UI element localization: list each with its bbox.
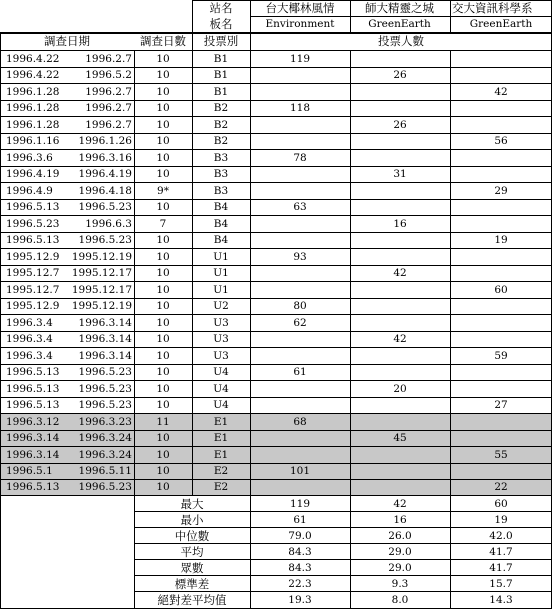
days-cell: 10 [156,118,170,131]
vote-type-cell: B3 [213,184,229,197]
start-date-cell: 1996.5.13 [6,366,60,379]
h-gridline [0,248,552,249]
survey-days-header: 調查日數 [140,34,186,48]
vote-type-cell: U3 [213,349,229,362]
count-cell-site-2 [350,315,450,331]
stat-label: 最小 [180,512,204,527]
count-cell-site-2 [350,479,450,495]
end-date-cell: 1996.5.23 [78,366,132,379]
count-cell-site-1: 78 [293,151,307,164]
count-cell-site-1 [250,216,350,232]
count-cell-site-3 [450,249,552,265]
station-label: 站名 [209,1,233,15]
v-gridline [350,51,351,608]
count-cell-site-3: 59 [494,349,508,362]
h-gridline [134,575,552,576]
vote-type-cell: U1 [213,250,229,263]
stat-value-site-2: 29.0 [388,561,412,574]
start-date-cell: 1996.3.4 [6,333,53,346]
count-cell-site-2 [350,348,450,364]
days-cell: 10 [156,53,170,65]
board-name-2: GreenEarth [368,18,431,30]
count-cell-site-1 [250,430,350,446]
vote-type-cell: E2 [213,465,229,477]
h-gridline [134,591,552,592]
count-cell-site-3 [450,150,552,166]
board-name-3: GreenEarth [469,18,533,30]
days-cell: 10 [156,250,170,263]
vote-type-cell: B4 [213,217,229,230]
days-cell: 10 [156,448,170,461]
vote-type-cell: B4 [213,201,229,214]
h-gridline [0,215,552,216]
stat-value-site-1: 84.3 [288,545,312,558]
h-gridline [0,413,552,414]
end-date-cell: 1995.12.19 [71,250,132,263]
count-cell-site-2: 42 [393,333,407,346]
start-date-cell: 1996.4.22 [6,53,60,65]
count-cell-site-1 [250,84,350,100]
vote-type-header: 投票別 [203,34,239,48]
count-cell-site-1 [250,133,350,149]
count-cell-site-1 [250,282,350,298]
days-cell: 10 [156,349,170,362]
start-date-cell: 1996.3.14 [6,432,60,445]
count-cell-site-1: 62 [293,316,307,329]
stat-label: 絕對差平均值 [157,592,227,607]
start-date-cell: 1995.12.7 [6,267,60,280]
stat-value-site-1: 79.0 [288,529,312,542]
vote-type-cell: E1 [213,415,229,428]
stat-label: 平均 [180,544,204,559]
stat-value-site-2: 42 [393,497,407,510]
h-gridline [0,50,552,51]
count-cell-site-3 [450,298,552,314]
start-date-cell: 1996.5.13 [6,201,60,214]
end-date-cell: 1996.4.19 [78,168,132,181]
start-date-cell: 1996.3.14 [6,448,60,461]
vote-type-cell: E1 [213,448,229,461]
count-cell-site-2 [350,232,450,248]
count-cell-site-2 [350,397,450,413]
v-gridline [192,0,193,496]
start-date-cell: 1995.12.7 [6,283,60,296]
days-cell: 10 [156,366,170,379]
count-cell-site-2: 16 [393,217,407,230]
h-gridline [0,232,552,233]
end-date-cell: 1996.3.24 [78,448,132,461]
count-cell-site-3: 27 [494,399,508,412]
start-date-cell: 1996.1.28 [6,118,60,131]
days-cell: 7 [159,217,167,230]
end-date-cell: 1996.2.7 [85,118,132,131]
days-cell: 10 [156,267,170,280]
count-cell-site-2: 26 [393,118,407,131]
days-cell: 10 [156,102,170,115]
stat-value-site-1: 19.3 [288,593,312,606]
v-gridline [134,51,135,608]
end-date-cell: 1996.5.23 [78,399,132,412]
stat-label: 中位數 [174,528,210,543]
voter-count-header: 投票人數 [378,34,424,48]
days-cell: 10 [156,168,170,181]
count-cell-site-3: 22 [494,481,508,494]
count-cell-site-1 [250,183,350,199]
end-date-cell: 1996.3.16 [78,151,132,164]
count-cell-site-1 [250,447,350,463]
h-gridline [0,67,552,68]
h-gridline [0,199,552,200]
h-gridline [0,364,552,365]
h-gridline [0,430,552,431]
stat-value-site-2: 16 [393,513,407,526]
count-cell-site-3: 42 [494,85,508,98]
count-cell-site-2 [350,199,450,215]
count-cell-site-1 [250,331,350,347]
station-name-1: 台大椰林風情 [265,1,335,15]
vote-type-cell: U1 [213,283,229,296]
h-gridline [0,331,552,332]
vote-type-cell: B2 [213,102,229,115]
h-gridline [0,446,552,447]
count-cell-site-1 [250,117,350,133]
days-cell: 10 [156,481,170,494]
days-cell: 10 [156,283,170,296]
count-cell-site-1: 63 [293,201,307,214]
count-cell-site-1: 93 [293,250,307,263]
count-cell-site-1 [250,67,350,83]
vote-type-cell: B2 [213,118,229,131]
h-gridline [0,166,552,167]
end-date-cell: 1996.5.23 [78,481,132,494]
h-gridline [0,495,552,496]
h-gridline [0,463,552,464]
h-gridline [250,16,552,17]
vote-type-cell: E2 [213,481,229,494]
count-cell-site-3 [450,430,552,446]
end-date-cell: 1996.2.7 [85,85,132,98]
count-cell-site-3 [450,199,552,215]
vote-type-cell: B1 [213,69,229,82]
count-cell-site-1 [250,397,350,413]
count-cell-site-2 [350,447,450,463]
count-cell-site-3 [450,381,552,397]
v-gridline [250,0,251,608]
count-cell-site-2: 26 [393,69,407,82]
start-date-cell: 1996.5.1 [6,465,53,477]
count-cell-site-2: 45 [393,432,407,445]
count-cell-site-1: 80 [293,300,307,313]
count-cell-site-1 [250,166,350,182]
count-cell-site-3 [450,166,552,182]
count-cell-site-2 [350,364,450,380]
count-cell-site-3 [450,265,552,281]
count-cell-site-2 [350,249,450,265]
vote-type-cell: U3 [213,316,229,329]
days-cell: 10 [156,234,170,247]
h-gridline [192,0,552,1]
count-cell-site-3: 60 [494,283,508,296]
end-date-cell: 1996.3.23 [78,415,132,428]
count-cell-site-2: 31 [393,168,407,181]
days-cell: 10 [156,300,170,313]
count-cell-site-3 [450,463,552,479]
h-gridline [0,380,552,381]
v-gridline [0,32,1,608]
end-date-cell: 1996.1.26 [78,135,132,148]
end-date-cell: 1996.5.23 [78,234,132,247]
end-date-cell: 1996.5.2 [85,69,132,82]
count-cell-site-2 [350,51,450,67]
h-gridline [0,347,552,348]
count-cell-site-3 [450,51,552,67]
stat-value-site-1: 119 [289,497,311,510]
count-cell-site-2 [350,183,450,199]
start-date-cell: 1996.1.16 [6,135,60,148]
start-date-cell: 1996.5.23 [6,217,60,230]
count-cell-site-1: 101 [289,465,311,477]
count-cell-site-3: 55 [494,448,508,461]
stat-value-site-3: 14.3 [489,593,513,606]
days-cell: 10 [156,432,170,445]
days-cell: 10 [156,465,170,477]
count-cell-site-3: 29 [494,184,508,197]
stat-value-site-2: 9.3 [391,577,409,590]
survey-date-header: 調查日期 [44,34,90,48]
count-cell-site-2 [350,84,450,100]
vote-type-cell: B1 [213,85,229,98]
station-name-3: 交大資訊科學系 [452,1,533,15]
stat-label: 標準差 [174,576,210,591]
station-name-2: 師大精靈之城 [365,1,434,15]
h-gridline [0,479,552,480]
days-cell: 9* [157,184,169,197]
h-gridline [0,298,552,299]
v-gridline [450,51,451,608]
stat-value-site-1: 84.3 [288,561,312,574]
days-cell: 10 [156,85,170,98]
start-date-cell: 1995.12.9 [6,250,60,263]
stat-value-site-2: 29.0 [388,545,412,558]
count-cell-site-1: 68 [293,415,307,428]
count-cell-site-2 [350,463,450,479]
count-cell-site-3 [450,414,552,430]
vote-type-cell: B3 [213,168,229,181]
stat-value-site-3: 19 [494,513,508,526]
end-date-cell: 1996.5.23 [78,382,132,395]
h-gridline [0,314,552,315]
vote-type-cell: U3 [213,333,229,346]
days-cell: 10 [156,151,170,164]
count-cell-site-3 [450,100,552,116]
h-gridline [0,149,552,150]
h-gridline [0,133,552,134]
start-date-cell: 1996.4.19 [6,168,60,181]
h-gridline [0,608,552,609]
stat-label: 眾數 [180,560,204,575]
count-cell-site-2: 42 [393,267,407,280]
end-date-cell: 1996.5.23 [78,201,132,214]
count-cell-site-1: 61 [293,366,307,379]
end-date-cell: 1996.6.3 [85,217,132,230]
end-date-cell: 1996.3.14 [78,349,132,362]
count-cell-site-3 [450,364,552,380]
count-cell-site-3 [450,315,552,331]
start-date-cell: 1996.5.13 [6,481,60,494]
h-gridline [134,543,552,544]
stat-value-site-3: 15.7 [489,577,513,590]
vote-type-cell: U1 [213,267,229,280]
count-cell-site-1 [250,348,350,364]
end-date-cell: 1996.3.14 [78,316,132,329]
count-cell-site-3: 19 [494,234,508,247]
h-gridline [0,265,552,266]
end-date-cell: 1996.4.18 [78,184,132,197]
count-cell-site-1 [250,232,350,248]
vote-type-cell: B3 [213,151,229,164]
stat-value-site-3: 41.7 [489,545,513,558]
start-date-cell: 1996.1.28 [6,85,60,98]
start-date-cell: 1996.5.13 [6,382,60,395]
v-gridline [450,0,451,33]
count-cell-site-3 [450,117,552,133]
count-cell-site-1 [250,479,350,495]
count-cell-site-1: 118 [289,102,311,115]
count-cell-site-2 [350,133,450,149]
count-cell-site-2 [350,414,450,430]
days-cell: 10 [156,333,170,346]
start-date-cell: 1996.3.12 [6,415,60,428]
end-date-cell: 1996.2.7 [85,53,132,65]
start-date-cell: 1996.3.4 [6,316,53,329]
h-gridline [0,116,552,117]
h-gridline [0,83,552,84]
days-cell: 10 [156,201,170,214]
count-cell-site-2 [350,150,450,166]
count-cell-site-1: 119 [289,53,311,65]
stat-value-site-1: 61 [293,513,307,526]
h-gridline [0,281,552,282]
end-date-cell: 1996.3.14 [78,333,132,346]
board-label: 板名 [209,17,233,31]
stat-value-site-1: 22.3 [288,577,312,590]
h-gridline [134,527,552,528]
days-cell: 10 [156,69,170,82]
count-cell-site-2 [350,298,450,314]
h-gridline [0,397,552,398]
start-date-cell: 1996.5.13 [6,234,60,247]
vote-type-cell: E1 [213,432,229,445]
h-gridline [134,511,552,512]
v-gridline [350,0,351,33]
end-date-cell: 1995.12.17 [71,267,132,280]
stat-value-site-2: 8.0 [391,593,409,606]
stat-value-site-3: 60 [494,497,508,510]
start-date-cell: 1996.5.13 [6,399,60,412]
end-date-cell: 1995.12.17 [71,283,132,296]
days-cell: 11 [156,415,170,428]
count-cell-site-3 [450,331,552,347]
stat-value-site-3: 41.7 [489,561,513,574]
start-date-cell: 1996.3.6 [6,151,53,164]
start-date-cell: 1996.4.22 [6,69,60,82]
end-date-cell: 1996.2.7 [85,102,132,115]
count-cell-site-2: 20 [393,382,407,395]
count-cell-site-3 [450,67,552,83]
h-gridline [0,182,552,183]
end-date-cell: 1995.12.19 [71,300,132,313]
board-name-1: Environment [265,18,335,30]
h-gridline [134,559,552,560]
end-date-cell: 1996.3.24 [78,432,132,445]
count-cell-site-3 [450,216,552,232]
vote-type-cell: U4 [213,399,229,412]
count-cell-site-1 [250,265,350,281]
start-date-cell: 1995.12.9 [6,300,60,313]
days-cell: 10 [156,382,170,395]
h-gridline [0,32,552,34]
count-cell-site-1 [250,381,350,397]
stat-label: 最大 [180,496,204,511]
vote-type-cell: B4 [213,234,229,247]
count-cell-site-2 [350,282,450,298]
start-date-cell: 1996.4.9 [6,184,53,197]
stat-value-site-3: 42.0 [489,529,513,542]
vote-type-cell: U4 [213,382,229,395]
h-gridline [0,100,552,101]
vote-type-cell: U2 [213,300,229,313]
start-date-cell: 1996.1.28 [6,102,60,115]
days-cell: 10 [156,399,170,412]
end-date-cell: 1996.5.11 [78,465,132,477]
vote-type-cell: B1 [213,53,229,65]
vote-type-cell: B2 [213,135,229,148]
count-cell-site-3: 56 [494,135,508,148]
days-cell: 10 [156,316,170,329]
vote-type-cell: U4 [213,366,229,379]
count-cell-site-2 [350,100,450,116]
start-date-cell: 1996.3.4 [6,349,53,362]
stat-value-site-2: 26.0 [388,529,412,542]
days-cell: 10 [156,135,170,148]
